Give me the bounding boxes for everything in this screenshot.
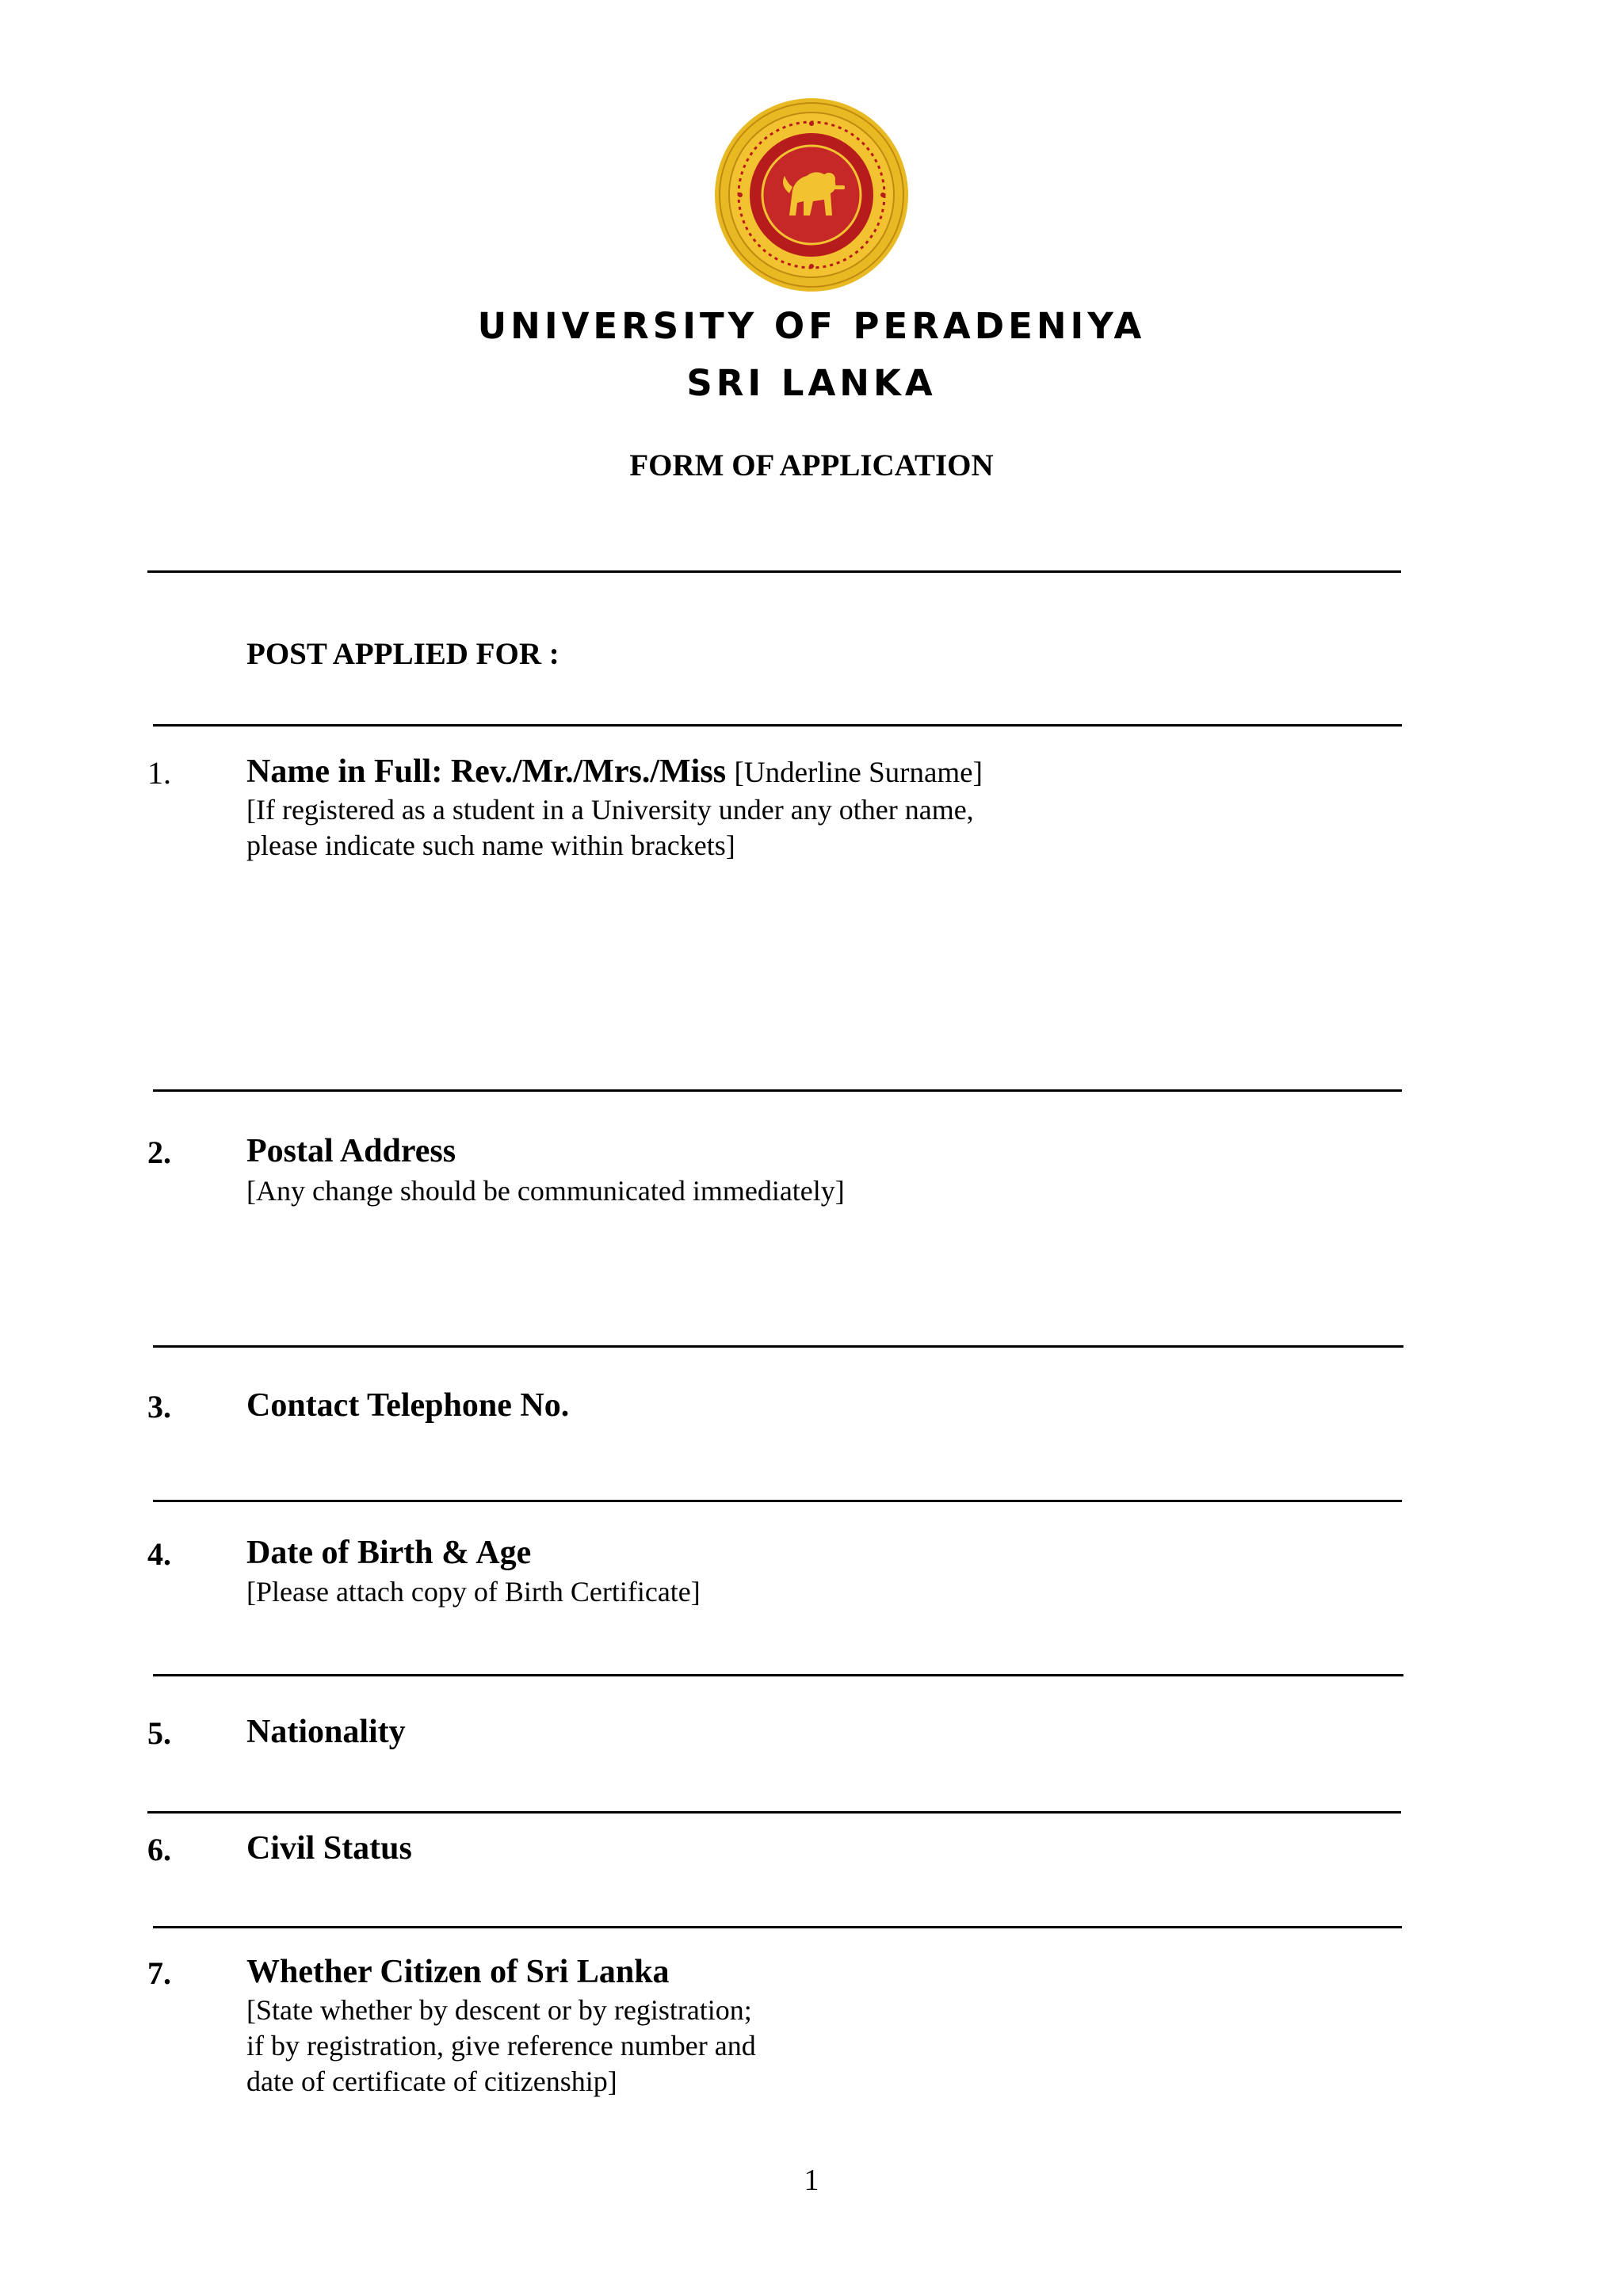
- item-number: 5.: [147, 1715, 171, 1751]
- item-note-full-name: [246, 792, 974, 864]
- full-name-label: Name in Full: Rev./Mr./Mrs./Miss: [246, 753, 727, 790]
- item-label-citizenship: Whether Citizen of Sri Lanka: [246, 1954, 670, 1990]
- item-label-full-name: [246, 753, 983, 791]
- note-line: [State whether by descent or by registration;: [246, 1994, 752, 2026]
- note-line: if by registration, give reference number and: [246, 2030, 756, 2061]
- page-number: 1: [804, 2164, 819, 2197]
- institution-line-2: SRI LANKA: [686, 362, 937, 404]
- item-label-telephone: Contact Telephone No.: [246, 1387, 570, 1424]
- divider-line: [153, 1674, 1403, 1676]
- divider-line: [153, 724, 1402, 727]
- item-number: 3.: [147, 1389, 171, 1425]
- institution-name: [0, 298, 1623, 412]
- item-number: 4.: [147, 1536, 171, 1572]
- item-note-date-of-birth: [246, 1574, 701, 1610]
- item-label-date-of-birth: Date of Birth & Age: [246, 1535, 532, 1571]
- item-note-citizenship: [246, 1993, 756, 2100]
- item-number: 1.: [147, 755, 171, 791]
- note-line: please indicate such name within brackets]: [246, 830, 735, 861]
- item-label-postal-address: Postal Address: [246, 1133, 456, 1169]
- item-label-nationality: Nationality: [246, 1714, 406, 1750]
- divider-line: [153, 1345, 1403, 1348]
- underline-surname-note: [Underline Surname]: [734, 757, 983, 789]
- divider-line: [147, 1811, 1401, 1814]
- item-number: 6.: [147, 1832, 171, 1867]
- divider-line: [153, 1926, 1402, 1928]
- note-line: [Please attach copy of Birth Certificate]: [246, 1576, 701, 1608]
- university-seal-icon: [713, 97, 910, 293]
- note-line: [Any change should be communicated immediately]: [246, 1175, 845, 1207]
- divider-line: [153, 1089, 1402, 1092]
- item-note-postal-address: [246, 1173, 845, 1209]
- item-number: 7.: [147, 1955, 171, 1991]
- divider-line: [153, 1500, 1402, 1502]
- item-label-civil-status: Civil Status: [246, 1830, 412, 1867]
- note-line: [If registered as a student in a University under any other name,: [246, 794, 974, 826]
- divider-line: [147, 570, 1401, 573]
- form-title: FORM OF APPLICATION: [629, 448, 994, 482]
- item-number: 2.: [147, 1135, 171, 1170]
- institution-line-1: UNIVERSITY OF PERADENIYA: [477, 305, 1146, 347]
- note-line: date of certificate of citizenship]: [246, 2065, 617, 2097]
- post-applied-label: POST APPLIED FOR :: [246, 637, 559, 671]
